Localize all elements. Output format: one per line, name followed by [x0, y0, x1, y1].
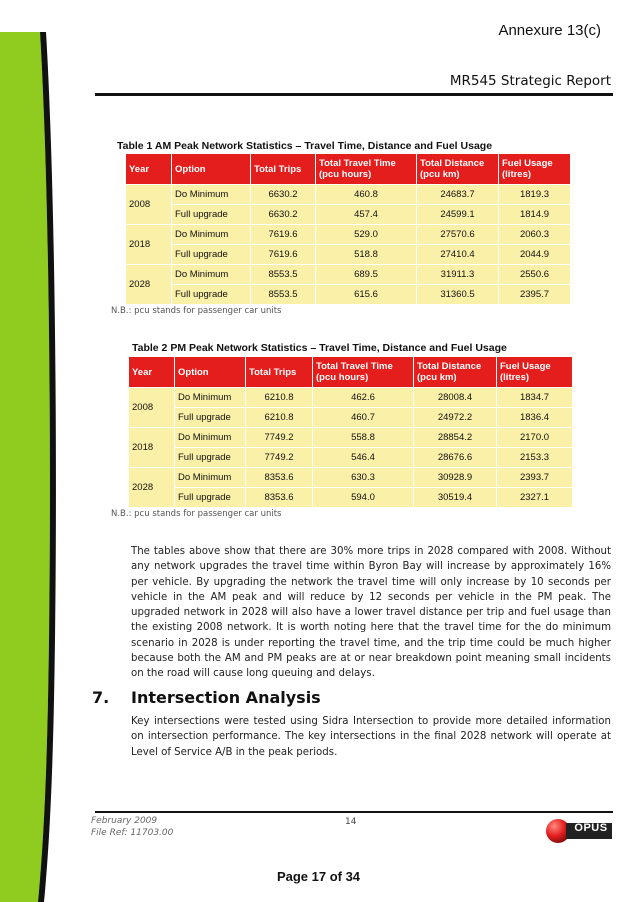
header-option: Option	[175, 357, 245, 387]
header-travel-time: Total Travel Time (pcu hours)	[313, 357, 413, 387]
table-row	[126, 265, 570, 284]
analysis-paragraph: The tables above show that there are 30% more trips in 2028 compared with 2008. Without any network upgrades the travel time within Byron Bay will increase by approximately 16% per vehicle. By upgrading the network the travel time will only increase by 10 seconds per vehicle in the AM peak and will reduce by 12 seconds per vehicle in the PM peak. The upgraded network in 2028 will also have a lower travel distance per trip and fuel usage than the existing 2008 network. It is worth noting here that the travel time for the do minimum scenario in 2028 is under reporting the travel time, and the trip time could be much higher because both the AM and PM peaks are at or near breakdown point meaning small incidents on the road will cause long queuing and delays.	[131, 546, 611, 680]
table-row	[126, 285, 570, 304]
table-row	[129, 488, 572, 507]
table2-caption: Table 2 PM Peak Network Statistics – Travel Time, Distance and Fuel Usage	[132, 342, 507, 354]
opus-logo-text: OPUS	[574, 822, 608, 834]
fuel-cell: 1834.7	[497, 388, 572, 407]
year-cell: 2018	[126, 225, 171, 264]
time-cell: 546.4	[313, 448, 413, 467]
table1-caption: Table 1 AM Peak Network Statistics – Travel Time, Distance and Fuel Usage	[117, 140, 493, 152]
table-row	[126, 205, 570, 224]
trips-cell: 6630.2	[251, 185, 315, 204]
option-cell: Do Minimum	[172, 225, 250, 244]
time-cell: 462.6	[313, 388, 413, 407]
year-cell: 2028	[129, 468, 174, 507]
table-row	[129, 468, 572, 487]
table-row	[129, 388, 572, 407]
distance-cell: 24972.2	[414, 408, 496, 427]
table-row	[129, 448, 572, 467]
time-cell: 518.8	[316, 245, 416, 264]
section-title: Intersection Analysis	[131, 688, 321, 707]
footer-date: February 2009	[91, 816, 158, 826]
table1-note: N.B.: pcu stands for passenger car units	[111, 306, 282, 316]
table-row	[126, 185, 570, 204]
distance-cell: 27410.4	[417, 245, 498, 264]
footer-rule	[95, 811, 613, 813]
header-option: Option	[172, 154, 250, 184]
header-year: Year	[126, 154, 171, 184]
trips-cell: 8553.5	[251, 265, 315, 284]
distance-cell: 27570.6	[417, 225, 498, 244]
table2-note: N.B.: pcu stands for passenger car units	[111, 509, 282, 519]
time-cell: 615.6	[316, 285, 416, 304]
header-travel-time: Total Travel Time (pcu hours)	[316, 154, 416, 184]
time-cell: 558.8	[313, 428, 413, 447]
trips-cell: 7749.2	[246, 428, 312, 447]
trips-cell: 7619.6	[251, 245, 315, 264]
option-cell: Full upgrade	[172, 285, 250, 304]
trips-cell: 8553.5	[251, 285, 315, 304]
fuel-cell: 1836.4	[497, 408, 572, 427]
time-cell: 457.4	[316, 205, 416, 224]
table-row	[129, 428, 572, 447]
trips-cell: 7749.2	[246, 448, 312, 467]
table1-am-peak	[125, 153, 571, 305]
option-cell: Full upgrade	[172, 245, 250, 264]
fuel-cell: 1814.9	[499, 205, 570, 224]
distance-cell: 28854.2	[414, 428, 496, 447]
header-total-trips: Total Trips	[246, 357, 312, 387]
annexure-label: Annexure 13(c)	[498, 22, 601, 39]
time-cell: 630.3	[313, 468, 413, 487]
option-cell: Full upgrade	[175, 408, 245, 427]
trips-cell: 6210.8	[246, 408, 312, 427]
header-fuel: Fuel Usage (litres)	[499, 154, 570, 184]
year-cell: 2008	[126, 185, 171, 224]
fuel-cell: 2327.1	[497, 488, 572, 507]
distance-cell: 31360.5	[417, 285, 498, 304]
fuel-cell: 1819.3	[499, 185, 570, 204]
table-row	[129, 408, 572, 427]
trips-cell: 7619.6	[251, 225, 315, 244]
header-distance: Total Distance (pcu km)	[417, 154, 498, 184]
option-cell: Do Minimum	[172, 265, 250, 284]
fuel-cell: 2393.7	[497, 468, 572, 487]
option-cell: Do Minimum	[172, 185, 250, 204]
time-cell: 460.7	[313, 408, 413, 427]
distance-cell: 31911.3	[417, 265, 498, 284]
header-fuel: Fuel Usage (litres)	[497, 357, 572, 387]
header-year: Year	[129, 357, 174, 387]
option-cell: Full upgrade	[175, 448, 245, 467]
option-cell: Full upgrade	[172, 205, 250, 224]
footer-file-ref: File Ref: 11703.00	[91, 828, 174, 838]
footer-page-number: 14	[345, 817, 357, 827]
trips-cell: 6630.2	[251, 205, 315, 224]
header-distance: Total Distance (pcu km)	[414, 357, 496, 387]
distance-cell: 24683.7	[417, 185, 498, 204]
fuel-cell: 2153.3	[497, 448, 572, 467]
table2-pm-peak	[128, 356, 573, 508]
time-cell: 689.5	[316, 265, 416, 284]
table-row	[126, 225, 570, 244]
year-cell: 2018	[129, 428, 174, 467]
table-header-row	[126, 154, 570, 184]
fuel-cell: 2044.9	[499, 245, 570, 264]
fuel-cell: 2170.0	[497, 428, 572, 447]
table-row	[126, 245, 570, 264]
option-cell: Do Minimum	[175, 428, 245, 447]
header-rule	[95, 93, 613, 96]
fuel-cell: 2395.7	[499, 285, 570, 304]
distance-cell: 30519.4	[414, 488, 496, 507]
header-total-trips: Total Trips	[251, 154, 315, 184]
report-title: MR545 Strategic Report	[449, 73, 611, 89]
distance-cell: 30928.9	[414, 468, 496, 487]
distance-cell: 28008.4	[414, 388, 496, 407]
year-cell: 2028	[126, 265, 171, 304]
option-cell: Do Minimum	[175, 388, 245, 407]
option-cell: Do Minimum	[175, 468, 245, 487]
page-counter: Page 17 of 34	[276, 869, 361, 884]
distance-cell: 28676.6	[414, 448, 496, 467]
fuel-cell: 2060.3	[499, 225, 570, 244]
time-cell: 460.8	[316, 185, 416, 204]
trips-cell: 8353.6	[246, 488, 312, 507]
table-header-row	[129, 357, 572, 387]
trips-cell: 8353.6	[246, 468, 312, 487]
trips-cell: 6210.8	[246, 388, 312, 407]
section-number: 7.	[92, 688, 110, 707]
time-cell: 594.0	[313, 488, 413, 507]
time-cell: 529.0	[316, 225, 416, 244]
option-cell: Full upgrade	[175, 488, 245, 507]
green-side-bar	[0, 0, 60, 902]
distance-cell: 24599.1	[417, 205, 498, 224]
year-cell: 2008	[129, 388, 174, 427]
fuel-cell: 2550.6	[499, 265, 570, 284]
intersection-paragraph: Key intersections were tested using Sidra Intersection to provide more detailed information on intersection performance. The key intersections in the final 2028 network will operate at Level of Service A/B in the peak periods.	[131, 716, 611, 758]
